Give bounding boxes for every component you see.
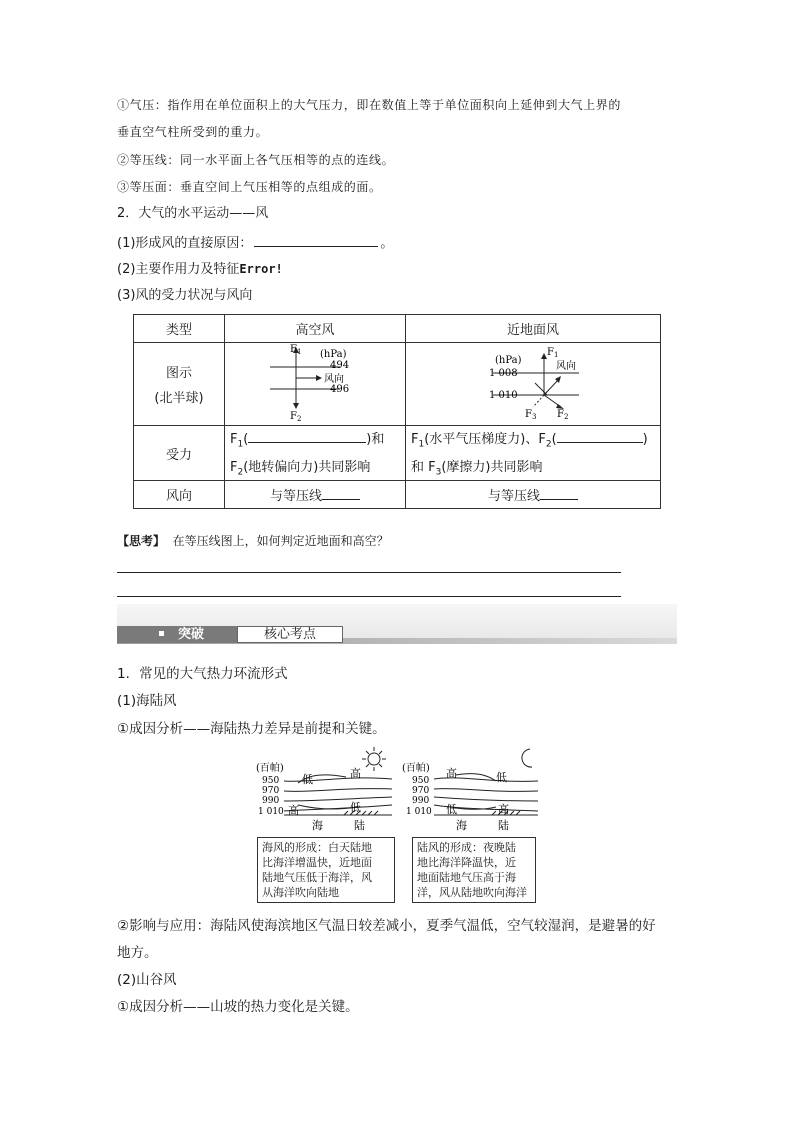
item1-suffix: 。 [380, 236, 394, 251]
level-label: 990 [262, 796, 280, 806]
section-banner [117, 604, 677, 644]
level-label: 990 [412, 796, 430, 806]
table-header: 近地面风 [406, 315, 661, 343]
f3-label: $F_3$ [525, 409, 537, 421]
part2-sub2: (2)山谷风 [117, 972, 177, 988]
unit-label: (百帕) [402, 763, 430, 774]
impact-line1: ②影响与应用：海陆风使海滨地区气温日较差减小，夏季气温低，空气较湿润，是避暑的好 [117, 918, 656, 934]
section2-item1 [117, 232, 393, 253]
error-text: Error! [239, 262, 283, 276]
isobar-curve [284, 797, 392, 801]
unit-label: (hPa) [320, 349, 347, 360]
pressure-low-label: 低 [302, 773, 313, 786]
isobar-curve [434, 797, 538, 801]
wind-arrowhead [316, 375, 322, 381]
section2-item2 [117, 260, 283, 279]
pressure-high-label: 高 [288, 804, 299, 817]
isobar-curve [284, 778, 392, 781]
isobar-curve [284, 789, 392, 792]
section2-item3: (3)风的受力状况与风向 [117, 288, 253, 303]
fill-blank[interactable] [540, 487, 578, 500]
caption-line: 陆地气压低于海洋，风 [262, 871, 372, 884]
wind-label: 风向 [556, 361, 576, 372]
banner-tag-breakthrough: 突破 [117, 626, 237, 643]
part1-cause: ①成因分析——海陆热力差异是前提和关键。 [117, 721, 386, 737]
def-isobaric-surface: ③等压面：垂直空间上气压相等的点组成的面。 [117, 180, 382, 194]
part1-heading: 1．常见的大气热力环流形式 [117, 666, 288, 682]
caption-line: 比海洋增温快，近地面 [262, 856, 372, 869]
surface-direction-cell: 与等压线 [406, 481, 661, 509]
surface-wind-diagram-cell [406, 343, 661, 426]
sea-label: 海 [456, 819, 467, 832]
square-icon [159, 631, 164, 636]
f2-label: $F_2$ [557, 409, 569, 421]
wind-force-table [133, 314, 661, 509]
f1-label: $F_1$ [290, 344, 302, 356]
pressure-high-label: 高 [446, 767, 457, 780]
level-label: 950 [262, 776, 280, 786]
label-line: 图示 [165, 366, 192, 381]
table-header: 类型 [134, 315, 225, 343]
answer-line[interactable] [117, 572, 621, 573]
pressure-label: 1 010 [489, 390, 518, 401]
moon-icon [522, 749, 532, 767]
land-label: 陆 [498, 819, 509, 832]
caption-line: 洋，风从陆地吹向海洋 [417, 886, 527, 899]
land-label: 陆 [354, 819, 365, 832]
def-pressure-line2: 垂直空气柱所受到的重力。 [117, 125, 269, 139]
part1-sub1: (1)海陆风 [117, 693, 177, 709]
sun-icon [368, 753, 380, 765]
upper-wind-diagram [230, 343, 400, 421]
circulation-arrow [298, 805, 358, 809]
fill-blank[interactable] [248, 430, 366, 443]
caption-line: 陆风的形成：夜晚陆 [417, 841, 516, 854]
fill-blank[interactable] [254, 232, 378, 247]
level-label: 1 010 [406, 807, 432, 817]
level-label: 950 [412, 776, 430, 786]
isobar-curve [434, 789, 538, 792]
surface-wind-diagram [411, 343, 655, 421]
caption-line: 地比海洋降温快，近 [417, 856, 516, 869]
sea-breeze-caption [257, 837, 395, 903]
surface-force-line2: 和 $F_3$(摩擦力)共同影响 [411, 460, 543, 478]
row-label-direction: 风向 [134, 481, 225, 509]
row-label-force: 受力 [134, 426, 225, 481]
upper-force-line1: $F_1$( )和 [230, 432, 385, 450]
wind-component [535, 383, 547, 395]
pressure-low-label: 低 [350, 801, 361, 814]
wind-label: 风向 [324, 374, 344, 385]
pressure-label: 496 [330, 384, 350, 395]
surface-force-line1: $F_1$(水平气压梯度力)、$F_2$( ) [411, 432, 648, 450]
caption-line: 地面陆地气压高于海 [417, 871, 516, 884]
think-text: 在等压线图上，如何判定近地面和高空？ [172, 534, 389, 548]
label-line: (北半球) [154, 391, 204, 406]
pressure-label: 494 [330, 360, 350, 371]
impact-line2: 地方。 [117, 945, 158, 961]
upper-force-line2: $F_2$(地转偏向力)共同影响 [230, 460, 371, 478]
fill-blank[interactable] [322, 487, 360, 500]
item1-prefix: (1)形成风的直接原因： [117, 236, 253, 251]
upper-force-cell [225, 426, 406, 481]
pressure-high-label: 高 [498, 803, 509, 816]
f2-arrow [293, 403, 299, 409]
section2-heading: 2．大气的水平运动——风 [117, 206, 269, 221]
f1-label: $F_1$ [547, 347, 559, 359]
caption-line: 从海洋吹向陆地 [262, 886, 339, 899]
part2-cause: ①成因分析——山坡的热力变化是关键。 [117, 999, 359, 1015]
item2-prefix: (2)主要作用力及特征 [117, 262, 240, 277]
def-pressure-line1: ①气压：指作用在单位面积上的大气压力，即在数值上等于单位面积向上延伸到大气上界的 [117, 98, 622, 112]
pressure-low-label: 低 [496, 771, 507, 784]
pressure-label: 1 008 [489, 368, 518, 379]
unit-label: (hPa) [495, 355, 522, 366]
pressure-low-label: 低 [446, 803, 457, 816]
sea-label: 海 [312, 819, 323, 832]
surface-force-cell [406, 426, 661, 481]
table-header: 高空风 [225, 315, 406, 343]
land-breeze-diagram [400, 745, 542, 835]
f3-arrow [533, 395, 544, 407]
def-isobar: ②等压线：同一水平面上各气压相等的点的连线。 [117, 153, 395, 167]
pressure-high-label: 高 [350, 767, 361, 780]
sea-breeze-diagram [254, 745, 396, 835]
level-label: 1 010 [258, 807, 284, 817]
fill-blank[interactable] [557, 430, 643, 443]
level-label: 970 [412, 786, 430, 796]
level-label: 970 [262, 786, 280, 796]
think-label: 【思考】 [117, 534, 166, 548]
upper-wind-diagram-cell [225, 343, 406, 426]
land-breeze-caption [412, 837, 536, 903]
row-label-diagram [134, 343, 225, 426]
unit-label: (百帕) [256, 763, 284, 774]
banner-tag-core: 核心考点 [237, 626, 343, 643]
caption-line: 海风的形成：白天陆地 [262, 841, 372, 854]
upper-direction-cell: 与等压线 [225, 481, 406, 509]
sun-rays [362, 747, 386, 771]
f2-label: $F_2$ [290, 411, 302, 421]
answer-line[interactable] [117, 596, 621, 597]
think-question [117, 532, 389, 549]
wind-arrow [544, 379, 559, 395]
